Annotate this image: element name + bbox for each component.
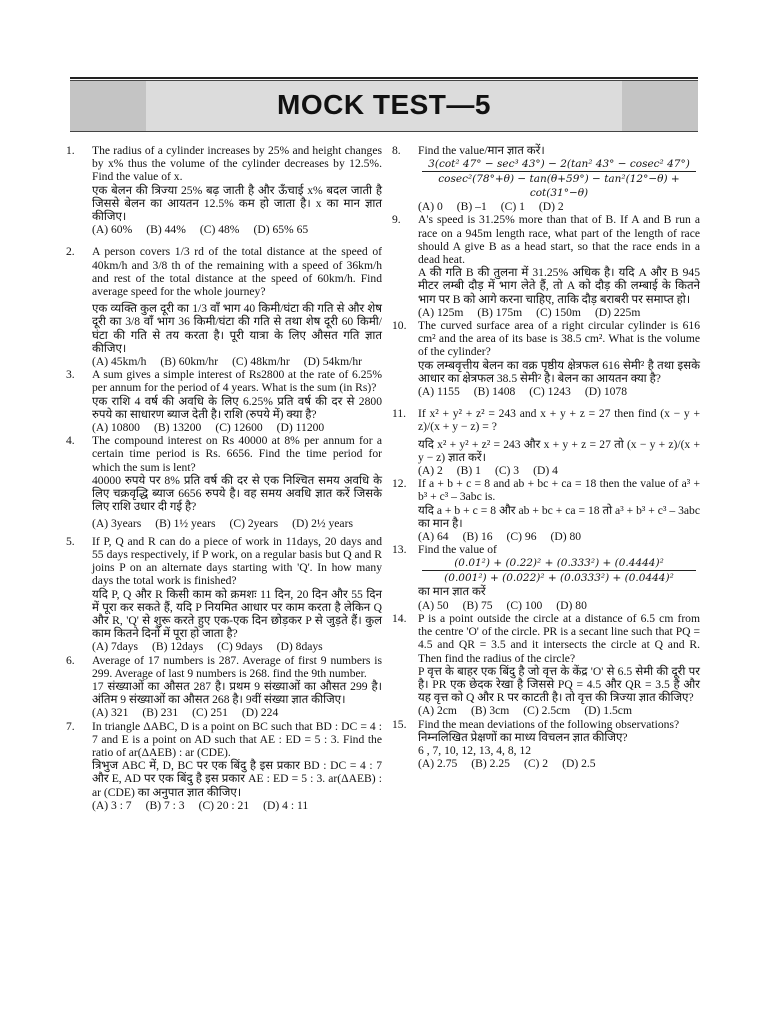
question-2: 2. A person covers 1/3 rd of the total distance at the speed of 40km/h and 3/8 th of the remaining with a speed of 36km/h and rest of the total distance at the speed of 60km/h. Find average speed for the whole journey? एक व्यक्ति कुल दूरी का 1/3 वाँ भाग 40 किमी/घंटा की गति से और शेष दूरी का 3/8 वाँ भाग 36 किमी/घंटा की गति से तथा शेष दूरी 60 किमी/घंटा की गति से तय करता है। पूरी यात्रा के लिए औसत गति ज्ञात कीजिए। (A) 45km/h (B) 60km/hr (C) 48km/hr (D) 54km/hr (66, 245, 382, 369)
question-14: 14. P is a point outside the circle at a distance of 6.5 cm from the centre 'O' of the circle. PR is a secant line such that PQ = 4.5 and QR = 3.5 and it intersects the circle at Q and R. Then find the radius of the circle? P वृत्त के बाहर एक बिंदु है जो वृत्त के केंद्र 'O' से 6.5 सेमी की दूरी पर है। PR एक छेदक रेखा है जिससे PQ = 4.5 और QR = 3.5 है और यह वृत्त को Q और R पर काटती है। तो वृत्त की त्रिज्या ज्ञात कीजिए? (A) 2cm (B) 3cm (C) 2.5cm (D) 1.5cm (392, 611, 700, 718)
question-5-options: (A) 7days (B) 12days (C) 9days (D) 8days (92, 640, 323, 654)
question-8-numerator: 3(cot² 47° − sec³ 43°) − 2(tan² 43° − cosec² 47°) (428, 158, 690, 171)
question-10-options: (A) 1155 (B) 1408 (C) 1243 (D) 1078 (418, 385, 628, 399)
question-15: 15. Find the mean deviations of the following observations? निम्नलिखित प्रेक्षणों का माध्य विचलन ज्ञात कीजिए? 6 , 7, 10, 12, 13, 4, 8, 12 (A) 2.75 (B) 2.25 (C) 2 (D) 2.5 (392, 718, 700, 771)
question-9: 9. A's speed is 31.25% more than that of B. If A and B run a race on a 945m length race, what part of the length of race should A give B as a head start, so that the race ends in a dead heat. A की गति B की तुलना में 31.25% अधिक है। यदि A और B 945 मीटर लम्बी दौड़ में भाग लेते हैं, तो A को दौड़ की लम्बाई के कितने भाग पर B को आगे करना चाहिए, ताकि दौड़ बराबरी पर समाप्त हो। (A) 125m (B) 175m (C) 150m (D) 225m (392, 213, 700, 319)
question-6: 6. Average of 17 numbers is 287. Average of first 9 numbers is 299. Average of last 9 numbers is 268. find the 9th number. 17 संख्याओं का औसत 287 है। प्रथम 9 संख्याओं का औसत 299 है। अंतिम 9 संख्याओं का औसत 268 है। 9वीं संख्या ज्ञात कीजिए। (A) 321 (B) 231 (C) 251 (D) 224 (66, 653, 382, 720)
question-13-numerator: (0.01²) + (0.22)² + (0.333²) + (0.4444)² (454, 557, 664, 570)
question-8-options: (A) 0 (B) –1 (C) 1 (D) 2 (418, 200, 564, 214)
question-10: 10. The curved surface area of a right circular cylinder is 616 cm² and the area of its base is 38.5 cm². What is the volume of the cylinder? एक लम्बवृत्तीय बेलन का वक्र पृष्ठीय क्षेत्रफल 616 सेमी² है तथा इसके आधार का क्षेत्रफल 38.5 सेमी² है। बेलन का आयतन क्या है? (A) 1155 (B) 1408 (C) 1243 (D) 1078 (392, 319, 700, 399)
title-banner (70, 80, 698, 132)
left-column (66, 144, 382, 812)
question-3: 3. A sum gives a simple interest of Rs2800 at the rate of 6.25% per annum for the period of 4 years. What is the sum (in Rs)? एक राशि 4 वर्ष की अवधि के लिए 6.25% प्रति वर्ष की दर से 2800 रुपये का साधारण ब्याज देती है। राशि (रुपये में) क्या है? (A) 10800 (B) 13200 (C) 12600 (D) 11200 (66, 368, 382, 435)
question-6-options: (A) 321 (B) 231 (C) 251 (D) 224 (92, 706, 279, 720)
question-4-options: (A) 3years (B) 1½ years (C) 2years (D) 2½ years (92, 517, 353, 531)
question-8: 8. Find the value/मान ज्ञात करें। 3(cot² 47° − sec³ 43°) − 2(tan² 43° − cosec² 47°) cosec²(78°+θ) − tan(θ+59°) − tan²(12°−θ) + cot(31°−θ) (A) 0 (B) –1 (C) 1 (D) 2 (392, 144, 700, 213)
question-11-options: (A) 2 (B) 1 (C) 3 (D) 4 (418, 464, 558, 478)
question-7: 7. In triangle ΔABC, D is a point on BC such that BD : DC = 4 : 7 and E is a point on AD such that AE : ED = 5 : 3. Find the ratio of ar(ΔAEB) : ar (CDE). त्रिभुज ABC में, D, BC पर एक बिंदु है इस प्रकार BD : DC = 4 : 7 और E, AD पर एक बिंदु है इस प्रकार AE : ED = 5 : 3. ar(ΔAEB) : ar (CDE) का अनुपात ज्ञात कीजिए। (A) 3 : 7 (B) 7 : 3 (C) 20 : 21 (D) 4 : 11 (66, 719, 382, 812)
question-13: 13. Find the value of (0.01²) + (0.22)² + (0.333²) + (0.4444)² (0.001²) + (0.022)² + (0.0333²) + (0.0444)² का मान ज्ञात करें (A) 50 (B) 75 (C) 100 (D) 80 (392, 543, 700, 612)
question-15-options: (A) 2.75 (B) 2.25 (C) 2 (D) 2.5 (418, 757, 596, 771)
question-8-denominator: cosec²(78°+θ) − tan(θ+59°) − tan²(12°−θ) + cot(31°−θ) (438, 173, 680, 200)
question-12-options: (A) 64 (B) 16 (C) 96 (D) 80 (418, 530, 582, 544)
question-3-options: (A) 10800 (B) 13200 (C) 12600 (D) 11200 (92, 421, 325, 435)
question-14-options: (A) 2cm (B) 3cm (C) 2.5cm (D) 1.5cm (418, 704, 632, 718)
question-7-options: (A) 3 : 7 (B) 7 : 3 (C) 20 : 21 (D) 4 : 11 (92, 798, 309, 812)
question-13-options: (A) 50 (B) 75 (C) 100 (D) 80 (418, 598, 587, 612)
question-12: 12. If a + b + c = 8 and ab + bc + ca = 18 then the value of a³ + b³ + c³ – 3abc is. यदि a + b + c = 8 और ab + bc + ca = 18 तो a³ + b³ + c³ – 3abc का मान है। (A) 64 (B) 16 (C) 96 (D) 80 (392, 477, 700, 544)
question-13-denominator: (0.001²) + (0.022)² + (0.0333²) + (0.0444)² (444, 572, 674, 585)
question-1: 1. The radius of a cylinder increases by 25% and height changes by x% thus the volume of the cylinder decreases by 12.5%. Find the value of x. एक बेलन की त्रिज्या 25% बढ़ जाती है और ऊँचाई x% बदल जाती है जिससे बेलन का आयतन 12.5% कम हो जाता है। x का मान ज्ञात कीजिए। (A) 60% (B) 44% (C) 48% (D) 65% 65 (66, 144, 382, 237)
question-5: 5. If P, Q and R can do a piece of work in 11days, 20 days and 55 days respectively, if P work, on a regular basis but Q and R joins P on an alternate days starting with 'Q'. In how many days the total work is finished? यदि P, Q और R किसी काम को क्रमशः 11 दिन, 20 दिन और 55 दिन में पूरा कर सकते हैं, यदि P नियमित आधार पर काम करता है लेकिन Q और R, 'Q' से शुरू करते हुए एक-एक दिन छोड़कर P से जुड़ते हैं। कुल काम कितने दिनों में पूरा हो जाता है? (A) 7days (B) 12days (C) 9days (D) 8days (66, 534, 382, 654)
top-rule (70, 77, 698, 79)
question-4: 4. The compound interest on Rs 40000 at 8% per annum for a certain time period is Rs. 6656. Find the time period for which the sum is lent? 40000 रुपये पर 8% प्रति वर्ष की दर से एक निश्चित समय अवधि के लिए चक्रवृद्धि ब्याज 6656 रुपये है। वह समय अवधि ज्ञात करें जिसके लिए राशि उधार दी गई है? (A) 3years (B) 1½ years (C) 2years (D) 2½ years (66, 434, 382, 531)
question-1-options: (A) 60% (B) 44% (C) 48% (D) 65% 65 (92, 223, 309, 237)
question-9-options: (A) 125m (B) 175m (C) 150m (D) 225m (418, 305, 641, 319)
right-column (392, 144, 700, 770)
question-2-options: (A) 45km/h (B) 60km/hr (C) 48km/hr (D) 54km/hr (92, 355, 362, 369)
question-11: 11. If x² + y² + z² = 243 and x + y + z = 27 then find (x − y + z)/(x + y − z) = ? यदि x² + y² + z² = 243 और x + y + z = 27 तो (x − y + z)/(x + y − z) ज्ञात करें। (A) 2 (B) 1 (C) 3 (D) 4 (392, 407, 700, 478)
page-title: MOCK TEST—5 (277, 89, 491, 120)
